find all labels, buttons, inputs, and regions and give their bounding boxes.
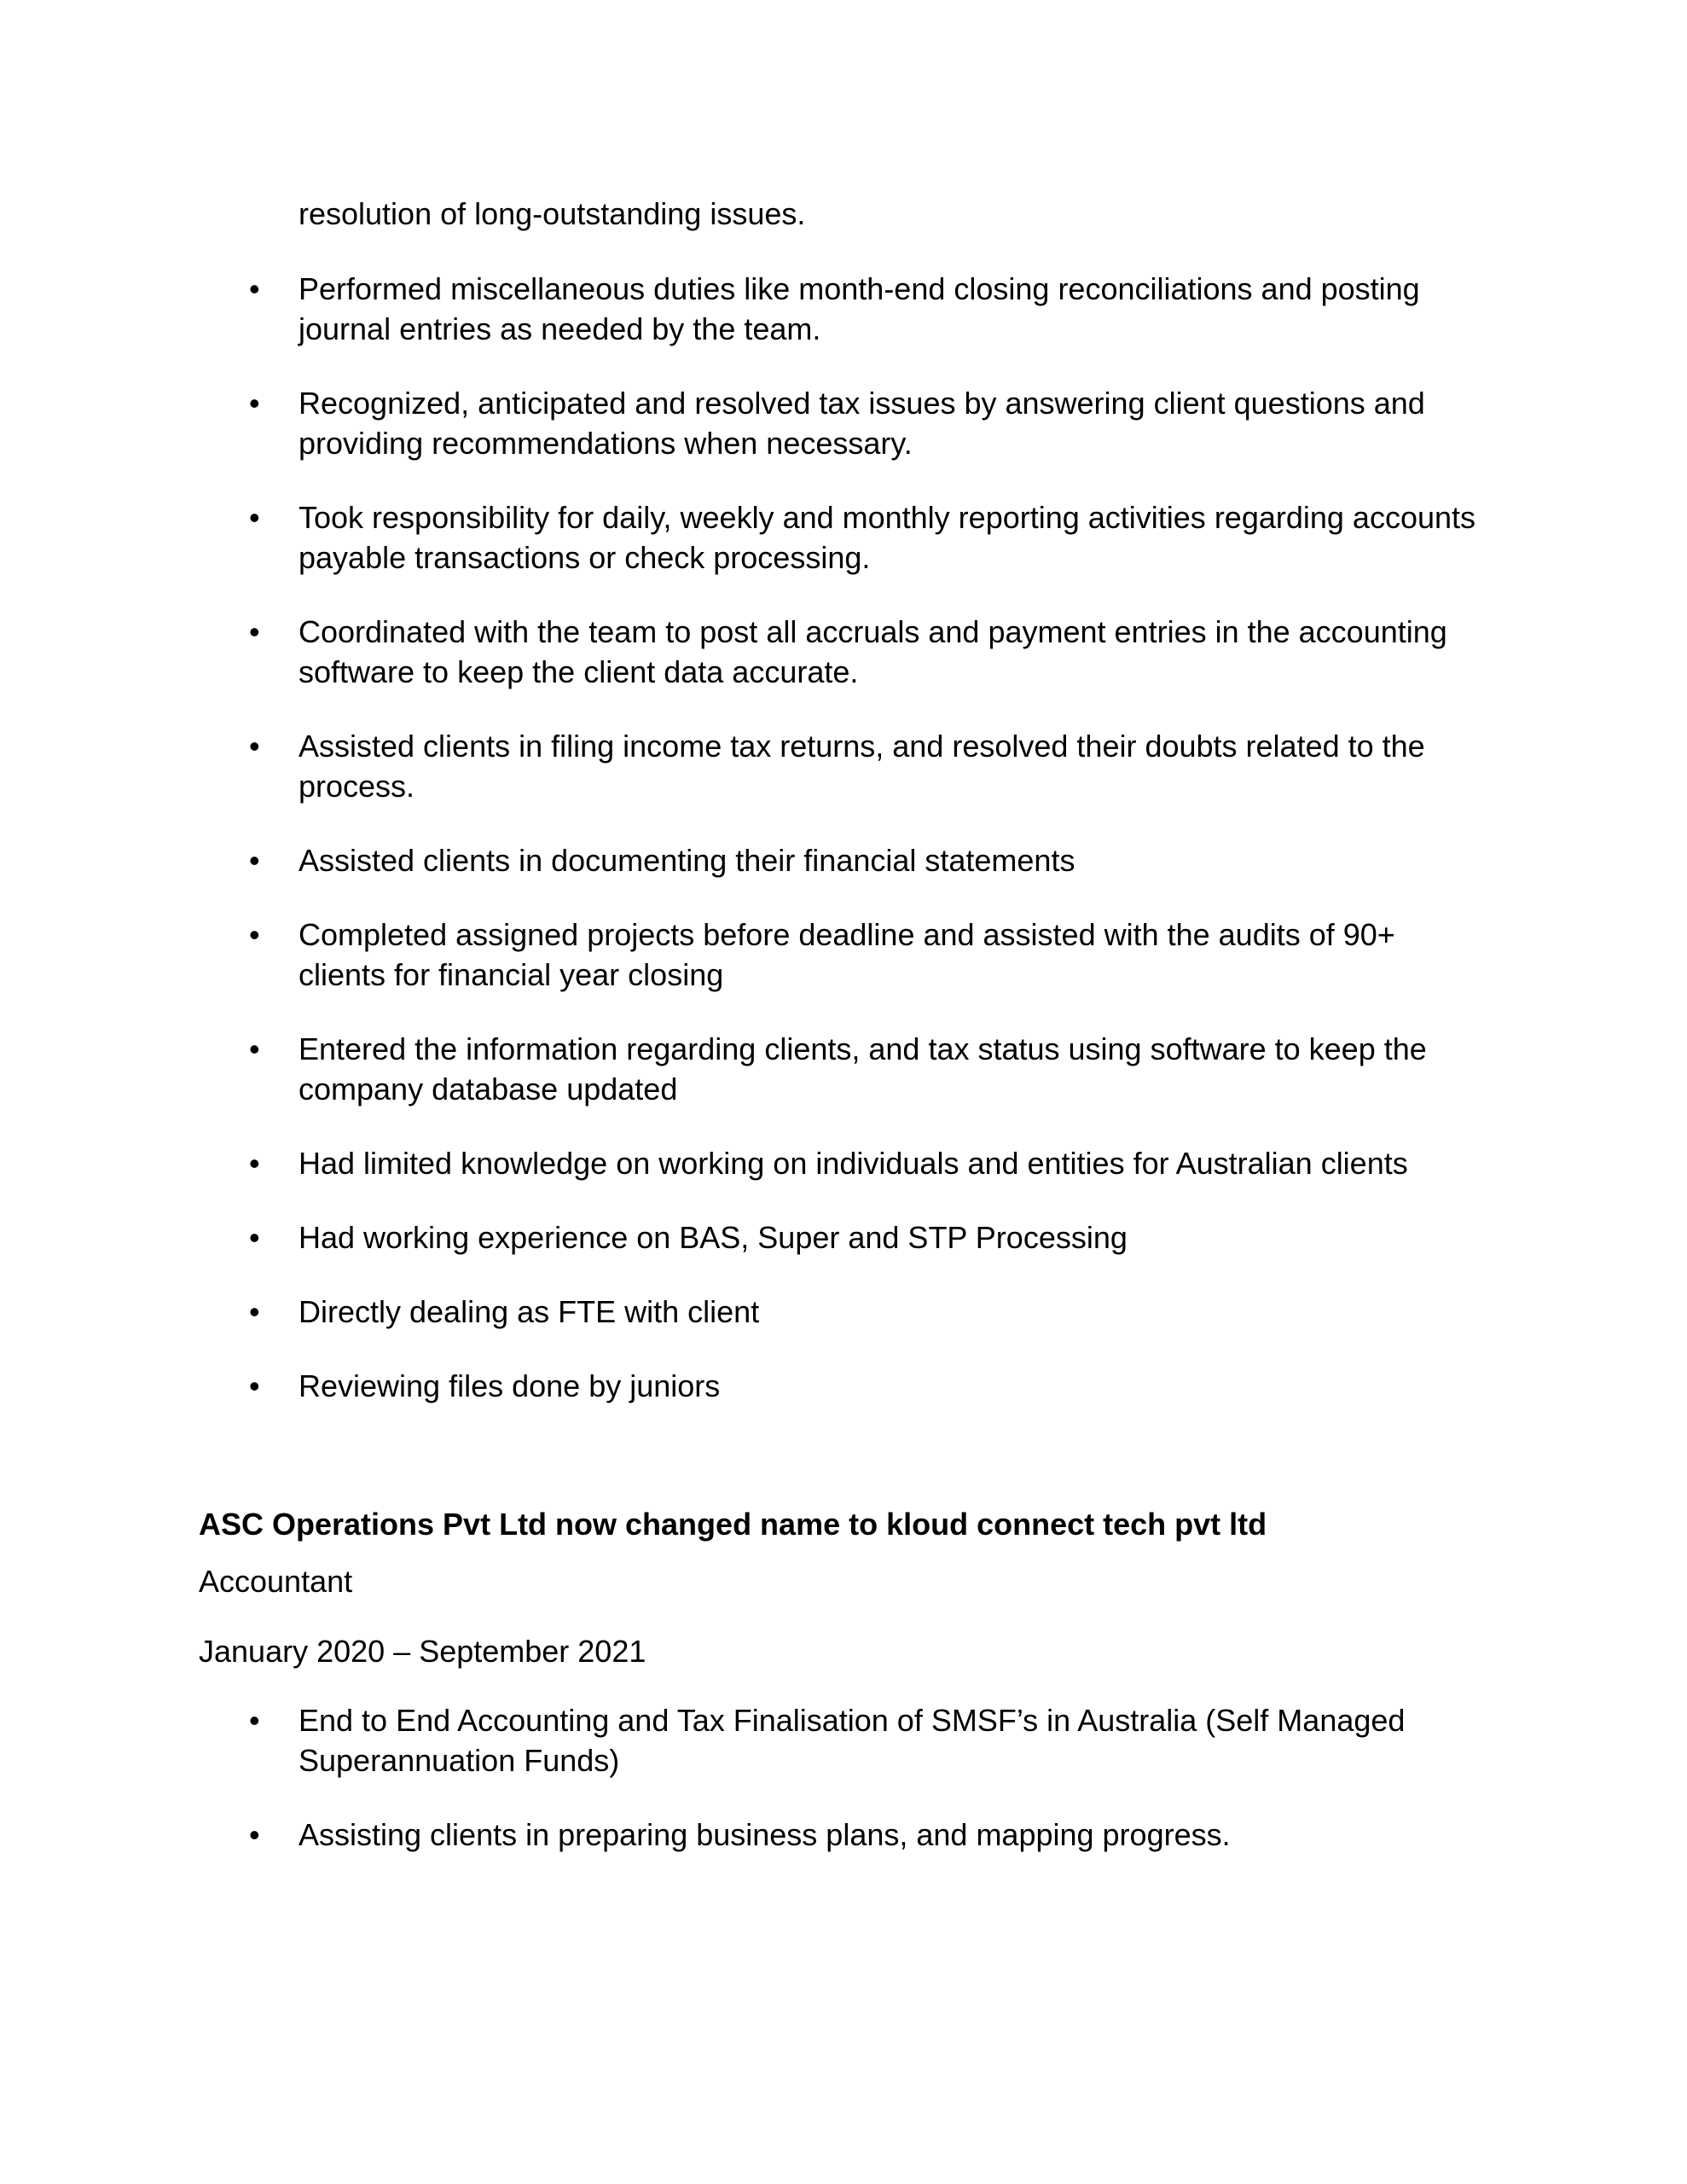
bullet-item: • Had limited knowledge on working on individuals and entities for Australian clients xyxy=(299,1143,1488,1183)
bullet-item: • Recognized, anticipated and resolved tax issues by answering client questions and providing recommendations when necessary. xyxy=(299,383,1488,463)
bullet-item: • Entered the information regarding clients, and tax status using software to keep the company database updated xyxy=(299,1029,1488,1109)
bullet-item: • Reviewing files done by juniors xyxy=(299,1366,1488,1406)
experience-bullet-list-1 xyxy=(199,269,1488,1406)
experience-bullet-list-2 xyxy=(199,1700,1488,1855)
paragraph-continuation: resolution of long-outstanding issues. xyxy=(299,196,806,231)
bullet-item: • Coordinated with the team to post all accruals and payment entries in the accounting software to keep the client data accurate. xyxy=(299,612,1488,692)
page-content xyxy=(199,0,1488,1889)
bullet-item: • Assisted clients in filing income tax returns, and resolved their doubts related to the process. xyxy=(299,726,1488,806)
bullet-item: • Completed assigned projects before deadline and assisted with the audits of 90+ clients for financial year closing xyxy=(299,915,1488,995)
bullet-item: • Performed miscellaneous duties like month-end closing reconciliations and posting journal entries as needed by the team. xyxy=(299,269,1488,349)
bullet-item: • Took responsibility for daily, weekly and monthly reporting activities regarding accounts payable transactions or check processing. xyxy=(299,497,1488,578)
job-title: Accountant xyxy=(199,1564,353,1599)
bullet-item: • Assisting clients in preparing business plans, and mapping progress. xyxy=(299,1815,1488,1855)
bullet-item: • Directly dealing as FTE with client xyxy=(299,1292,1488,1332)
employer-heading: ASC Operations Pvt Ltd now changed name to kloud connect tech pvt ltd xyxy=(199,1507,1267,1542)
bullet-item: • End to End Accounting and Tax Finalisation of SMSF’s in Australia (Self Managed Superannuation Funds) xyxy=(299,1700,1488,1780)
bullet-item: • Assisted clients in documenting their financial statements xyxy=(299,840,1488,880)
date-range: January 2020 – September 2021 xyxy=(199,1634,646,1669)
bullet-item: • Had working experience on BAS, Super and STP Processing xyxy=(299,1217,1488,1258)
